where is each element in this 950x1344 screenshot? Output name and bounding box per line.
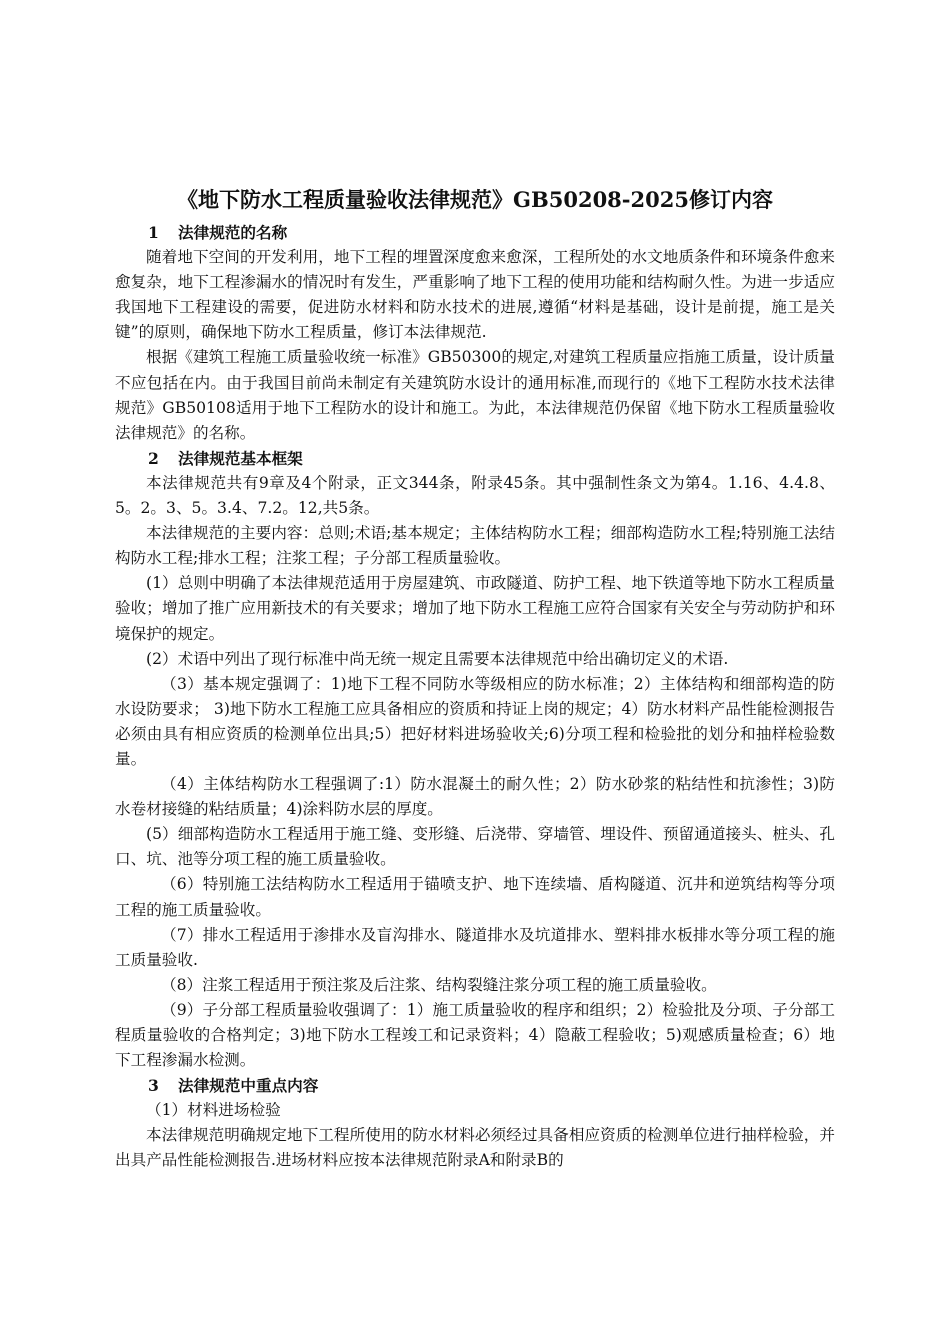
section-number: 3: [148, 1076, 159, 1096]
paragraph: （6）特别施工法结构防水工程适用于锚喷支护、地下连续墙、盾构隧道、沉井和逆筑结构等分项工程的施工质量验收。: [115, 875, 835, 919]
paragraph: （7）排水工程适用于渗排水及盲沟排水、隧道排水及坑道排水、塑料排水板排水等分项工程的施工质量验收.: [115, 925, 835, 969]
paragraph: （1）材料进场检验: [146, 1101, 281, 1120]
paragraph: 本法律规范明确规定地下工程所使用的防水材料必须经过具备相应资质的检测单位进行抽样检验，并出具产品性能检测报告.进场材料应按本法律规范附录A和附录B的: [115, 1126, 835, 1170]
paragraph: （9）子分部工程质量验收强调了：1）施工质量验收的程序和组织；2）检验批及分项、子分部工程质量验收的合格判定；3)地下防水工程竣工和记录资料；4）隐蔽工程验收；5)观感质量检查；6）地下工程渗漏水检测。: [115, 1000, 835, 1070]
paragraph: (2）术语中列出了现行标准中尚无统一规定且需要本法律规范中给出确切定义的术语.: [146, 649, 729, 668]
section-title: 法律规范基本框架: [178, 448, 303, 468]
paragraph: （4）主体结构防水工程强调了:1）防水混凝土的耐久性；2）防水砂浆的粘结性和抗渗性；3)防水卷材接缝的粘结质量；4)涂料防水层的厚度。: [115, 775, 835, 819]
paragraph: 本法律规范共有9章及4个附录，正文344条，附录45条。其中强制性条文为第4。1.16、4.4.8、5。2。3、5。3.4、7.2。12,共5条。: [115, 473, 835, 518]
paragraph: (5）细部构造防水工程适用于施工缝、变形缝、后浇带、穿墙管、埋设件、预留通道接头、桩头、孔口、坑、池等分项工程的施工质量验收。: [115, 825, 835, 869]
paragraph: 本法律规范的主要内容：总则;术语;基本规定；主体结构防水工程；细部构造防水工程;特别施工法结构防水工程;排水工程；注浆工程；子分部工程质量验收。: [115, 524, 835, 568]
document-page: [115, 182, 835, 1174]
section-heading-3: [115, 1073, 835, 1098]
section-heading-1: [115, 220, 835, 245]
section-number: 2: [148, 448, 159, 468]
section-heading-2: [115, 446, 835, 471]
section-title: 法律规范中重点内容: [178, 1076, 319, 1096]
paragraph: 根据《建筑工程施工质量验收统一标准》GB50300的规定,对建筑工程质量应指施工质量，设计质量不应包括在内。由于我国目前尚未制定有关建筑防水设计的通用标准,而现行的《地下工程防水技术法律规范》GB50108适用于地下工程防水的设计和施工。为此，本法律规范仍保留《地下防水工程质量验收法律规范》的名称。: [115, 348, 835, 442]
paragraph: (1）总则中明确了本法律规范适用于房屋建筑、市政隧道、防护工程、地下铁道等地下防水工程质量验收；增加了推广应用新技术的有关要求；增加了地下防水工程施工应符合国家有关安全与劳动防护和环境保护的规定。: [115, 574, 835, 643]
document-title: 《地下防水工程质量验收法律规范》GB50208-2025修订内容: [177, 187, 773, 212]
paragraph: （3）基本规定强调了：1)地下工程不同防水等级相应的防水标准；2）主体结构和细部构造的防水设防要求； 3)地下防水工程施工应具备相应的资质和持证上岗的规定；4）防水材料产品性能检测报告必须由具有相应资质的检测单位出具;5）把好材料进场验收关;6)分项工程和检验批的划分和抽样检验数量。: [115, 674, 835, 768]
section-title: 法律规范的名称: [178, 223, 288, 242]
paragraph: 随着地下空间的开发利用，地下工程的埋置深度愈来愈深，工程所处的水文地质条件和环境条件愈来愈复杂，地下工程渗漏水的情况时有发生，严重影响了地下工程的使用功能和结构耐久性。为进一步适应我国地下工程建设的需要，促进防水材料和防水技术的进展,遵循“材料是基础，设计是前提，施工是关键”的原则，确保地下防水工程质量，修订本法律规范.: [115, 248, 835, 342]
section-number: 1: [148, 223, 159, 242]
paragraph: （8）注浆工程适用于预注浆及后注浆、结构裂缝注浆分项工程的施工质量验收。: [161, 975, 717, 994]
